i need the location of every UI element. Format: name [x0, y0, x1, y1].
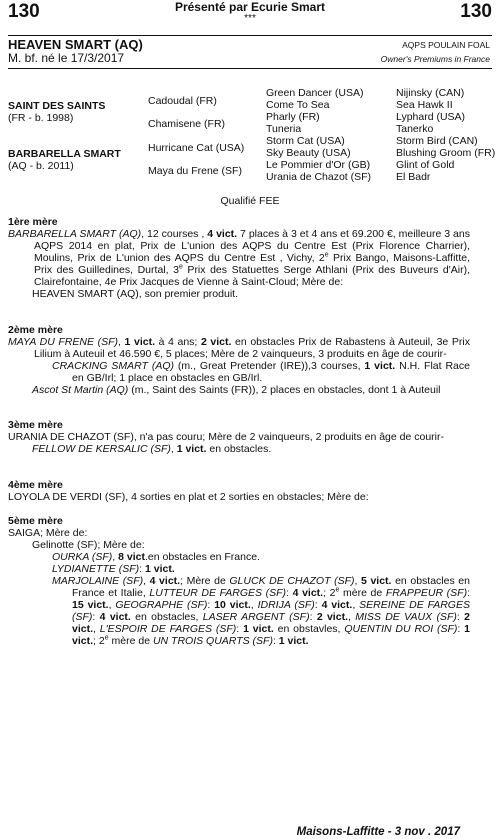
dam5-grandproduce: LYDIANETTE (SF): 1 vict. [52, 563, 175, 575]
gen3-item: Green Dancer (USA) [266, 87, 364, 99]
divider-top [8, 35, 492, 36]
gen4-item: El Badr [396, 171, 431, 183]
dam-heading-5: 5ème mère [8, 515, 63, 527]
program: AQPS POULAIN FOAL [402, 40, 490, 50]
gen4-item: Sea Hawk II [396, 99, 453, 111]
dam1-record: BARBARELLA SMART (AQ), 12 courses , 4 vict. 7 places à 3 et 4 ans et 69.200 €, meilleure 3 ans AQPS 2014 en plat, Prix de L'union des AQPS du Centre Est (Prix Florence Charrier), Moulins, Prix de L'union des AQPS du Centre Est , Vichy, 2e Prix Bango, Maisons-Laffitte, Prix des Guilledines, Durtal, 3e Prix des Statuettes Serge Athlani (Prix des Buveurs d'Air), Clairefontaine, 4e Prix Jacques de Vienne à Saint-Cloud; Mère de: [8, 228, 470, 288]
gen2-item: Cadoudal (FR) [148, 95, 217, 107]
dam3-record: URANIA DE CHAZOT (SF), n'a pas couru; Mère de 2 vainqueurs, 2 produits en âge de courir- [8, 431, 445, 443]
gen2-item: Hurricane Cat (USA) [148, 142, 245, 154]
qualification: Qualifié FEE [220, 195, 280, 207]
dam-section-1 [8, 216, 470, 300]
gen3-item: Storm Cat (USA) [266, 135, 345, 147]
premiums: Owner's Premiums in France [380, 54, 490, 64]
gen3-item: Come To Sea [266, 99, 330, 111]
gen4-item: Blushing Groom (FR) [396, 147, 496, 159]
divider-bottom [8, 68, 492, 69]
gen3-item: Sky Beauty (USA) [266, 147, 351, 159]
dam3-produce: FELLOW DE KERSALIC (SF), 1 vict. en obstacles. [32, 443, 272, 455]
gen3-item: Le Pommier d'Or (GB) [266, 159, 371, 171]
gen3-item: Pharly (FR) [266, 111, 320, 123]
gen3-item: Urania de Chazot (SF) [266, 171, 372, 183]
stars: *** [244, 13, 256, 24]
dam2-produce: Ascot St Martin (AQ) (m., Saint des Saints (FR)), 2 places en obstacles, dont 1 à Auteuil [32, 384, 441, 396]
horse-name: HEAVEN SMART (AQ) [8, 37, 143, 52]
gen4-item: Nijinsky (CAN) [396, 87, 465, 99]
dam-heading-3: 3ème mère [8, 419, 63, 431]
dam-heading-2: 2ème mère [8, 324, 63, 336]
dam-section-4 [8, 479, 470, 503]
sire-name: SAINT DES SAINTS [8, 100, 106, 112]
dam5-record: SAIGA; Mère de: [8, 527, 88, 539]
dam-heading-1: 1ère mère [8, 216, 58, 228]
dam-heading-4: 4ème mère [8, 479, 63, 491]
gen3-item: Tuneria [266, 123, 302, 135]
gen4-item: Tanerko [396, 123, 434, 135]
sire-info: (FR - b. 1998) [8, 112, 74, 124]
dam-section-3 [8, 419, 470, 455]
dam2-produce: CRACKING SMART (AQ) (m., Great Pretender (IRE)),3 courses, 1 vict. N.H. Flat Race en GB/Irl; 1 place en obstacles en GB/Irl. [52, 360, 470, 384]
gen4-item: Glint of Gold [396, 159, 455, 171]
presenter: Présenté par Ecurie Smart [174, 0, 326, 14]
venue-footer: Maisons-Laffitte - 3 nov . 2017 [296, 826, 460, 838]
gen4-item: Lyphard (USA) [396, 111, 466, 123]
dam4-record: LOYOLA DE VERDI (SF), 4 sorties en plat et 2 sorties en obstacles; Mère de: [8, 491, 369, 503]
dam5-grandproduce: OURKA (SF), 8 vict.en obstacles en France. [52, 551, 260, 563]
gen2-item: Maya du Frene (SF) [148, 165, 242, 177]
dam-section-2 [8, 324, 470, 396]
dam-info: (AQ - b. 2011) [8, 160, 74, 172]
lot-number-right: 130 [460, 1, 492, 22]
dam1-produce: HEAVEN SMART (AQ), son premier produit. [32, 288, 238, 300]
dam-name: BARBARELLA SMART [8, 148, 121, 160]
dam5-produce: Gelinotte (SF); Mère de: [32, 539, 145, 551]
dam5-grandproduce: MARJOLAINE (SF), 4 vict.; Mère de GLUCK DE CHAZOT (SF), 5 vict. en obstacles en France et Italie, LUTTEUR DE FARGES (SF): 4 vict.; 2e mère de FRAPPEUR (SF): 15 vict., GEOGRAPHE (SF): 10 vict., IDRIJA (SF): 4 vict., SEREINE DE FARGES (SF): 4 vict. en obstacles, LASER ARGENT (SF): 2 vict., MISS DE VAUX (SF): 2 vict., L'ESPOIR DE FARGES (SF): 1 vict. en obstavles, QUENTIN DU ROI (SF): 1 vict.; 2e mère de UN TROIS QUARTS (SF): 1 vict. [52, 575, 470, 647]
dam2-record: MAYA DU FRENE (SF), 1 vict. à 4 ans; 2 vict. en obstacles Prix de Rabastens à Auteuil, 3e Prix Lilium à Auteuil et 46.590 €, 5 places; Mère de 2 vainqueurs, 3 produits en âge de courir- [8, 336, 470, 360]
gen4-item: Storm Bird (CAN) [396, 135, 478, 147]
dam-section-5 [8, 515, 470, 647]
lot-number-left: 130 [8, 1, 40, 22]
gen2-item: Chamisene (FR) [148, 118, 226, 130]
horse-description: M. bf. né le 17/3/2017 [8, 51, 125, 65]
